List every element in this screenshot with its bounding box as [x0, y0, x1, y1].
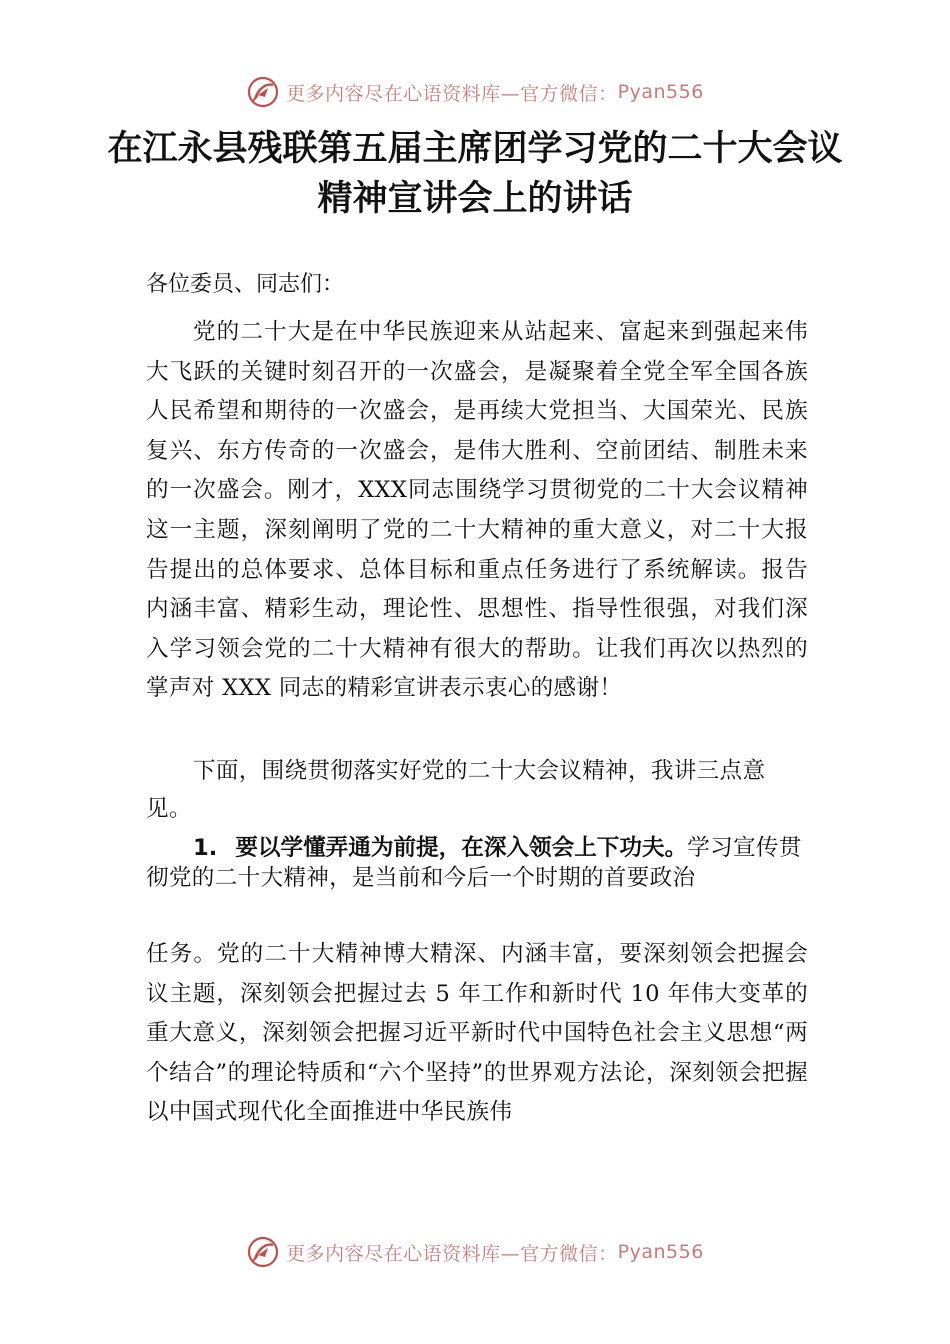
header-watermark: [0, 72, 950, 112]
paragraph-transition: 下面，围绕贯彻落实好党的二十大会议精神，我讲三点意见。: [146, 758, 766, 822]
point-1-first-part: [146, 833, 808, 893]
point-1-heading: 要以学懂弄通为前提，在深入领会上下功夫。: [235, 835, 688, 861]
paragraph-intro: 党的二十大是在中华民族迎来从站起来、富起来到强起来伟大飞跃的关键时刻召开的一次盛会，是凝聚着全党全军全国各族人民希望和期待的一次盛会，是再续大党担当、大国荣光、民族复兴、东方传奇的一次盛会，是伟大胜利、空前团结、制胜未来的一次盛会。刚才，XXX同志围绕学习贯彻党的二十大会议精神这一主题，深刻阐明了党的二十大精神的重大意义，对二十大报告提出的总体要求、总体目标和重点任务进行了系统解读。报告内涵丰富、精彩生动，理论性、思想性、指导性很强，对我们深入学习领会党的二十大精神有很大的帮助。让我们再次以热烈的掌声对 XXX 同志的精彩宣讲表示衷心的感谢！: [146, 319, 808, 702]
salutation: 各位委员、同志们：: [146, 272, 345, 297]
point-1-text-first: 学习宣传贯彻党的二十大精神，是当前和今后一个时期的首要政治: [146, 835, 802, 891]
logo-icon: [246, 1235, 280, 1269]
watermark-wechat-id: Pyan556: [617, 81, 704, 103]
footer-watermark: [0, 1232, 950, 1272]
document-title: 在江永县残联第五届主席团学习党的二十大会议精神宣讲会上的讲话: [107, 128, 843, 219]
watermark-wechat-id: Pyan556: [617, 1241, 704, 1263]
point-1-continuation: 任务。党的二十大精神博大精深、内涵丰富，要深刻领会把握会议主题，深刻领会把握过去 5 年工作和新时代 10 年伟大变革的重大意义，深刻领会把握习近平新时代中国特色社会主义思想“两个结合”的理论特质和“六个坚持”的世界观方法论，深刻领会把握以中国式现代化全面推进中华民族伟: [146, 941, 808, 1126]
watermark-text: 更多内容尽在心语资料库—官方微信：: [286, 82, 618, 105]
point-1-number: 1.: [193, 835, 218, 861]
watermark-text: 更多内容尽在心语资料库—官方微信：: [286, 1242, 618, 1265]
logo-icon: [246, 75, 280, 109]
